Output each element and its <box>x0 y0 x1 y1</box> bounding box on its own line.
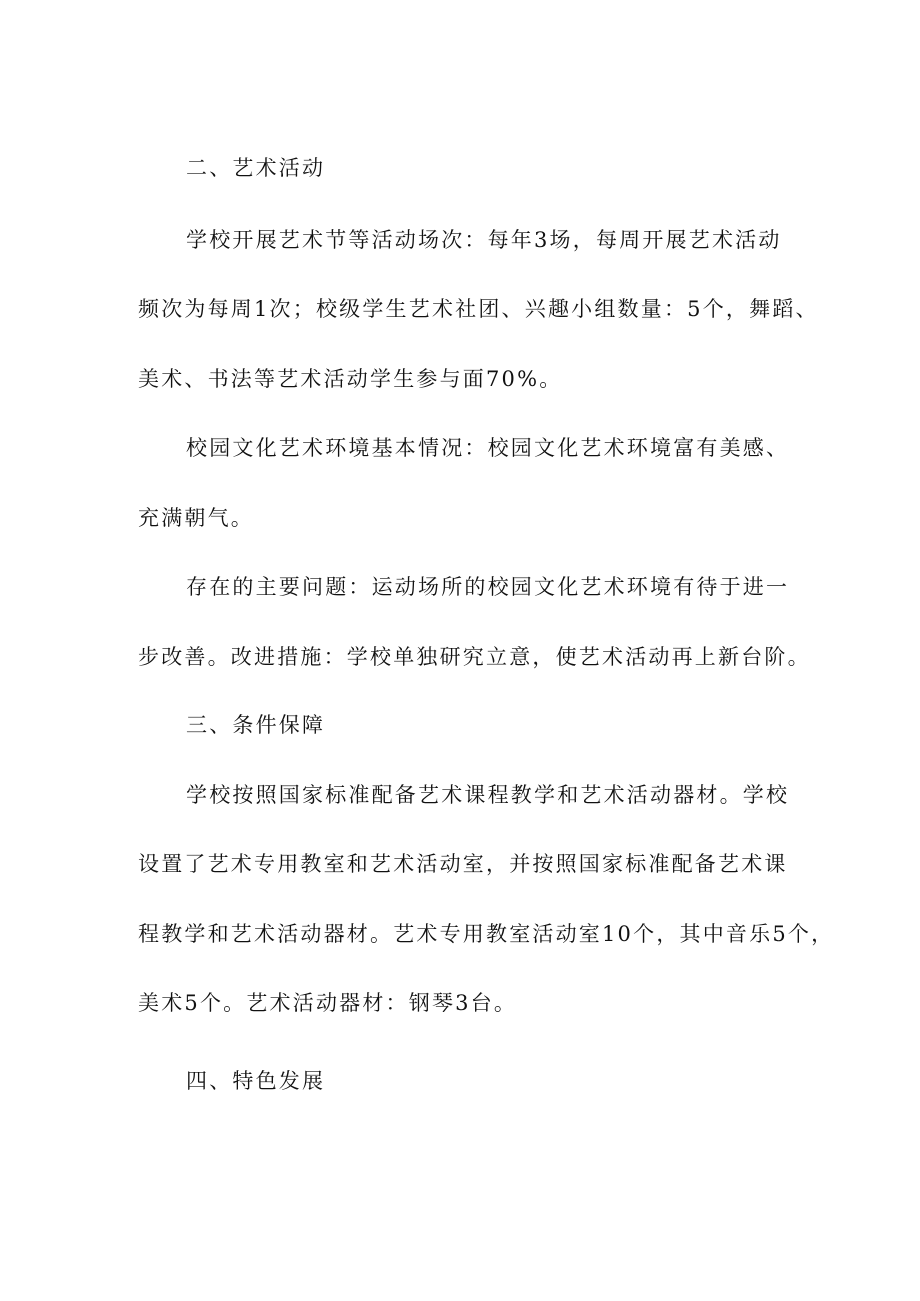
section-heading-conditions: 三、条件保障 <box>186 713 326 737</box>
paragraph-line: 步改善。改进措施：学校单独研究立意，使艺术活动再上新台阶。 <box>138 645 811 669</box>
paragraph-line: 存在的主要问题：运动场所的校园文化艺术环境有待于进一 <box>186 575 790 599</box>
section-heading-featured-development: 四、特色发展 <box>186 1069 326 1093</box>
paragraph-line: 校园文化艺术环境基本情况：校园文化艺术环境富有美感、 <box>186 436 790 460</box>
paragraph-line: 学校按照国家标准配备艺术课程教学和艺术活动器材。学校 <box>186 783 790 807</box>
paragraph-line: 频次为每周1次；校级学生艺术社团、兴趣小组数量：5个，舞蹈、 <box>138 297 819 321</box>
paragraph-line: 学校开展艺术节等活动场次：每年3场，每周开展艺术活动 <box>186 228 782 252</box>
section-heading-art-activities: 二、艺术活动 <box>186 156 326 180</box>
paragraph-line: 程教学和艺术活动器材。艺术专用教室活动室10个，其中音乐5个， <box>138 922 835 946</box>
paragraph-line: 美术、书法等艺术活动学生参与面70%。 <box>138 367 563 391</box>
paragraph-line: 设置了艺术专用教室和艺术活动室，并按照国家标准配备艺术课 <box>138 852 788 876</box>
paragraph-line: 充满朝气。 <box>138 506 254 530</box>
paragraph-line: 美术5个。艺术活动器材：钢琴3台。 <box>138 991 518 1015</box>
